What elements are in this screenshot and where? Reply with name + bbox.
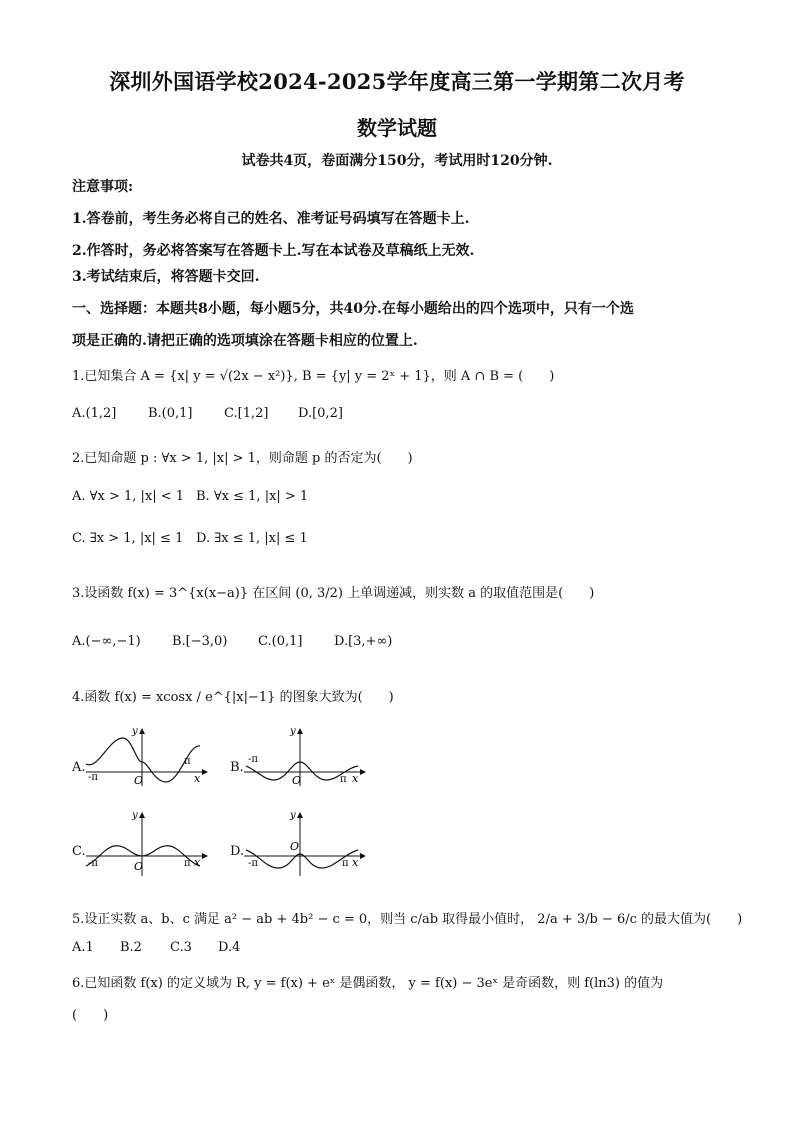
q5-option-b: B.2	[120, 940, 142, 955]
q1-option-b: B.(0,1]	[148, 406, 193, 421]
q4c-y-label: y	[132, 810, 138, 821]
q4d-x-label: x	[352, 856, 359, 869]
q5-option-a: A.1	[72, 940, 94, 955]
exam-title: 深圳外国语学校2024-2025学年度高三第一学期第二次月考	[109, 69, 685, 94]
question-6-stem-line2: ( )	[72, 1008, 109, 1023]
q1-option-c: C.[1,2]	[224, 406, 269, 421]
section1-line1: 一、选择题：本题共8小题，每小题5分，共40分.在每小题给出的四个选项中，只有一个选	[72, 301, 634, 317]
q1-option-a: A.(1,2]	[72, 406, 117, 421]
q4c-neg-pi-label: -π	[88, 858, 98, 869]
q4d-neg-pi-label: -π	[248, 858, 258, 869]
q4c-pi-label: π	[184, 858, 191, 869]
q4a-pi-label: π	[184, 756, 191, 767]
notice-heading: 注意事项:	[72, 179, 134, 195]
q3-option-d: D.[3,+∞)	[334, 634, 393, 649]
q2-option-b: B. ∀x ≤ 1, |x| > 1	[196, 489, 309, 504]
notice-item-3: 3.考试结束后，将答题卡交回.	[72, 269, 260, 285]
question-6-stem-line1: 6.已知函数 f(x) 的定义域为 R, y = f(x) + eˣ 是偶函数， y = f(x) − 3eˣ 是奇函数，则 f(ln3) 的值为	[72, 976, 664, 991]
notice-item-1: 1.答卷前，考生务必将自己的姓名、准考证号码填写在答题卡上.	[72, 211, 470, 227]
q4b-neg-pi-label: -π	[248, 754, 258, 765]
q3-option-b: B.[−3,0)	[172, 634, 228, 649]
q1-option-d: D.[0,2]	[298, 406, 343, 421]
q4d-origin-label: O	[290, 840, 300, 853]
q5-option-d: D.4	[218, 940, 241, 955]
q4-graph-a	[84, 726, 210, 788]
q4d-y-label: y	[290, 810, 296, 821]
q4a-y-label: y	[132, 726, 138, 737]
q4b-x-label: x	[352, 772, 359, 785]
exam-info: 试卷共4页，卷面满分150分，考试用时120分钟.	[241, 153, 553, 169]
q3-option-a: A.(−∞,−1)	[72, 634, 141, 649]
question-1-stem: 1.已知集合 A = {x| y = √(2x − x²)}, B = {y| y = 2ˣ + 1}，则 A ∩ B = ( )	[72, 369, 555, 384]
question-3-stem: 3.设函数 f(x) = 3^{x(x−a)} 在区间 (0, 3/2) 上单调递减，则实数 a 的取值范围是( )	[72, 586, 595, 601]
q4d-pi-label: π	[342, 858, 349, 869]
q4b-y-label: y	[290, 726, 296, 737]
q4-option-c: C.	[72, 844, 86, 859]
q2-option-c: C. ∃x > 1, |x| ≤ 1	[72, 531, 184, 546]
q2-option-d: D. ∃x ≤ 1, |x| ≤ 1	[196, 531, 308, 546]
q4a-origin-label: O	[134, 774, 144, 787]
notice-item-2: 2.作答时，务必将答案写在答题卡上.写在本试卷及草稿纸上无效.	[72, 243, 475, 259]
q4a-x-label: x	[194, 772, 201, 785]
q4-option-d: D.	[230, 844, 245, 859]
question-5-stem: 5.设正实数 a、b、c 满足 a² − ab + 4b² − c = 0，则当 c/ab 取得最小值时， 2/a + 3/b − 6/c 的最大值为( )	[72, 912, 743, 927]
q4a-neg-pi-label: -π	[88, 772, 98, 783]
q4b-origin-label: O	[292, 774, 302, 787]
question-2-stem: 2.已知命题 p : ∀x > 1, |x| > 1，则命题 p 的否定为( )	[72, 451, 413, 466]
q4b-pi-label: π	[340, 774, 347, 785]
section1-line2: 项是正确的.请把正确的选项填涂在答题卡相应的位置上.	[72, 333, 418, 349]
q4c-x-label: x	[194, 856, 201, 869]
exam-subtitle: 数学试题	[357, 116, 437, 140]
q5-option-c: C.3	[170, 940, 192, 955]
q4-graph-b	[242, 726, 368, 788]
q4-option-a: A.	[72, 760, 86, 775]
q3-option-c: C.(0,1]	[258, 634, 303, 649]
q4-graph-d	[242, 810, 368, 880]
q4c-origin-label: O	[134, 860, 144, 873]
q4-option-b: B.	[230, 760, 244, 775]
q4-graph-c	[84, 810, 210, 880]
q2-option-a: A. ∀x > 1, |x| < 1	[72, 489, 185, 504]
question-4-stem: 4.函数 f(x) = xcosx / e^{|x|−1} 的图象大致为( )	[72, 690, 394, 705]
